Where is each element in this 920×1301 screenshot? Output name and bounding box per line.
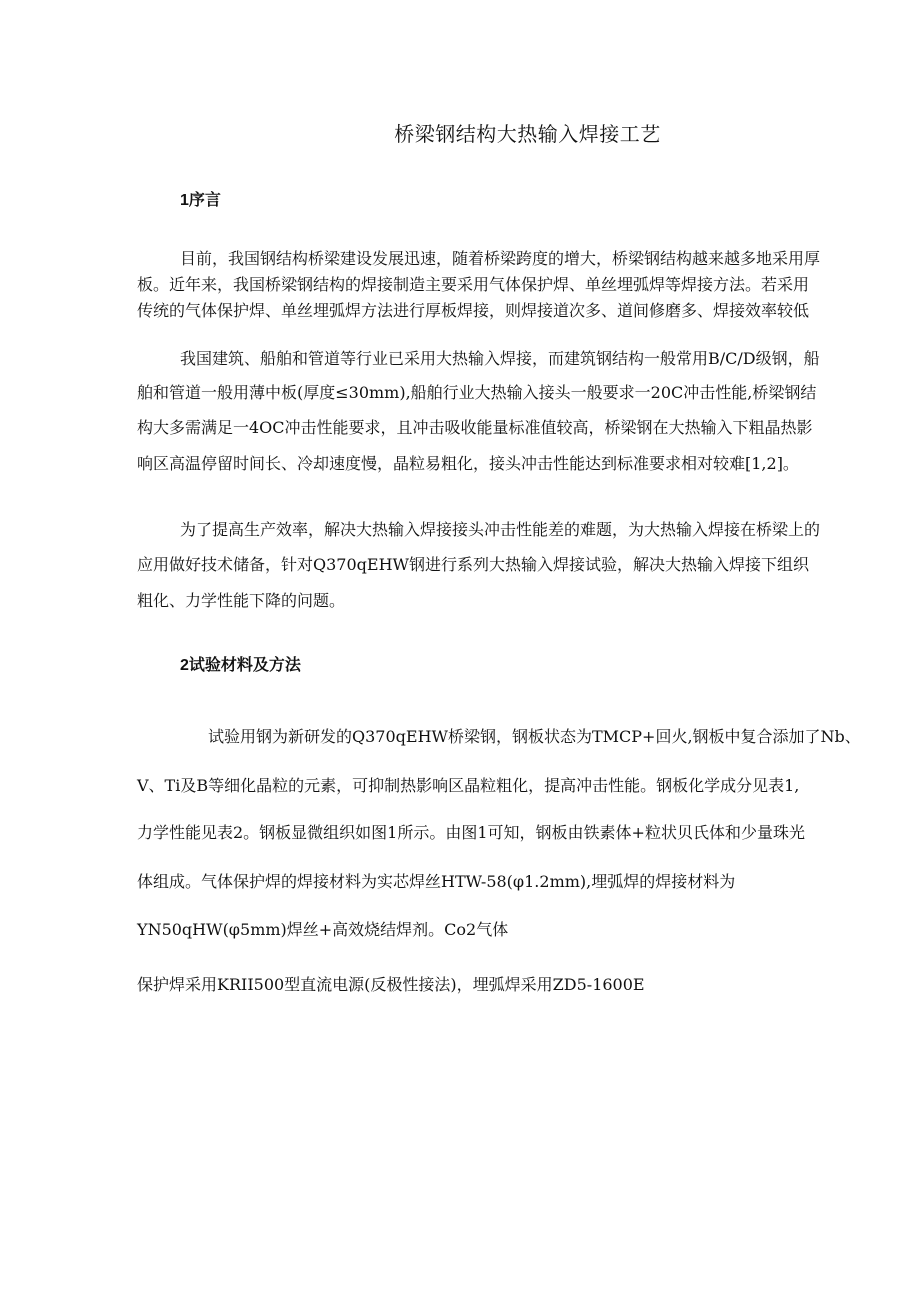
s1-p2-line-1: 我国建筑、船舶和管道等行业已采用大热输入焊接，而建筑钢结构一般常用B/C/D级钢，船 (180, 349, 820, 368)
s2-p1-line-2: V、Ti及B等细化晶粒的元素，可抑制热影响区晶粒粗化，提高冲击性能。钢板化学成分见表1, (137, 776, 800, 795)
s1-p3-line-2: 应用做好技术储备，针对Q370qEHW钢进行系列大热输入焊接试验，解决大热输入焊接下组织 (137, 555, 809, 574)
s2-p1-line-1: 试验用钢为新研发的Q370qEHW桥梁钢，钢板状态为TMCP+回火,钢板中复合添加了Nb、 (208, 727, 861, 746)
s1-p3-line-1: 为了提高生产效率，解决大热输入焊接接头冲击性能差的难题，为大热输入焊接在桥梁上的 (180, 520, 821, 539)
s1-p3-line-3: 粗化、力学性能下降的问题。 (137, 591, 346, 610)
s1-p1-line-3: 传统的气体保护焊、单丝埋弧焊方法进行厚板焊接，则焊接道次多、道间修磨多、焊接效率较低 (137, 301, 810, 320)
s1-p2-line-3: 构大多需满足一4OC冲击性能要求，且冲击吸收能量标准值较高，桥梁钢在大热输入下粗晶热影 (137, 418, 813, 437)
s2-p1-line-4: 体组成。气体保护焊的焊接材料为实芯焊丝HTW-58(φ1.2mm),埋弧焊的焊接材料为 (137, 872, 736, 891)
s1-p1-line-1: 目前，我国钢结构桥梁建设发展迅速，随着桥梁跨度的增大，桥梁钢结构越来越多地采用厚 (180, 249, 821, 268)
s1-p2-line-2: 舶和管道一般用薄中板(厚度≤30mm),船舶行业大热输入接头一般要求一20C冲击性能,桥梁钢结 (137, 383, 817, 402)
document-title: 桥梁钢结构大热输入焊接工艺 (394, 122, 661, 146)
section-1-heading: 1序言 (180, 192, 221, 209)
s1-p2-line-4: 响区高温停留时间长、冷却速度慢，晶粒易粗化，接头冲击性能达到标准要求相对较难[1,2]。 (137, 454, 799, 473)
section-2-heading: 2试验材料及方法 (180, 657, 301, 674)
s2-p2-line-1: 保护焊采用KRII500型直流电源(反极性接法)，埋弧焊采用ZD5-1600E (137, 975, 645, 994)
s1-p1-line-2: 板。近年来，我国桥梁钢结构的焊接制造主要采用气体保护焊、单丝埋弧焊等焊接方法。若采用 (137, 275, 810, 294)
s2-p1-line-3: 力学性能见表2。钢板显微组织如图1所示。由图1可知，钢板由铁素体+粒状贝氏体和少量珠光 (137, 823, 805, 842)
s2-p1-line-5: YN50qHW(φ5mm)焊丝+高效烧结焊剂。Co2气体 (137, 920, 509, 939)
